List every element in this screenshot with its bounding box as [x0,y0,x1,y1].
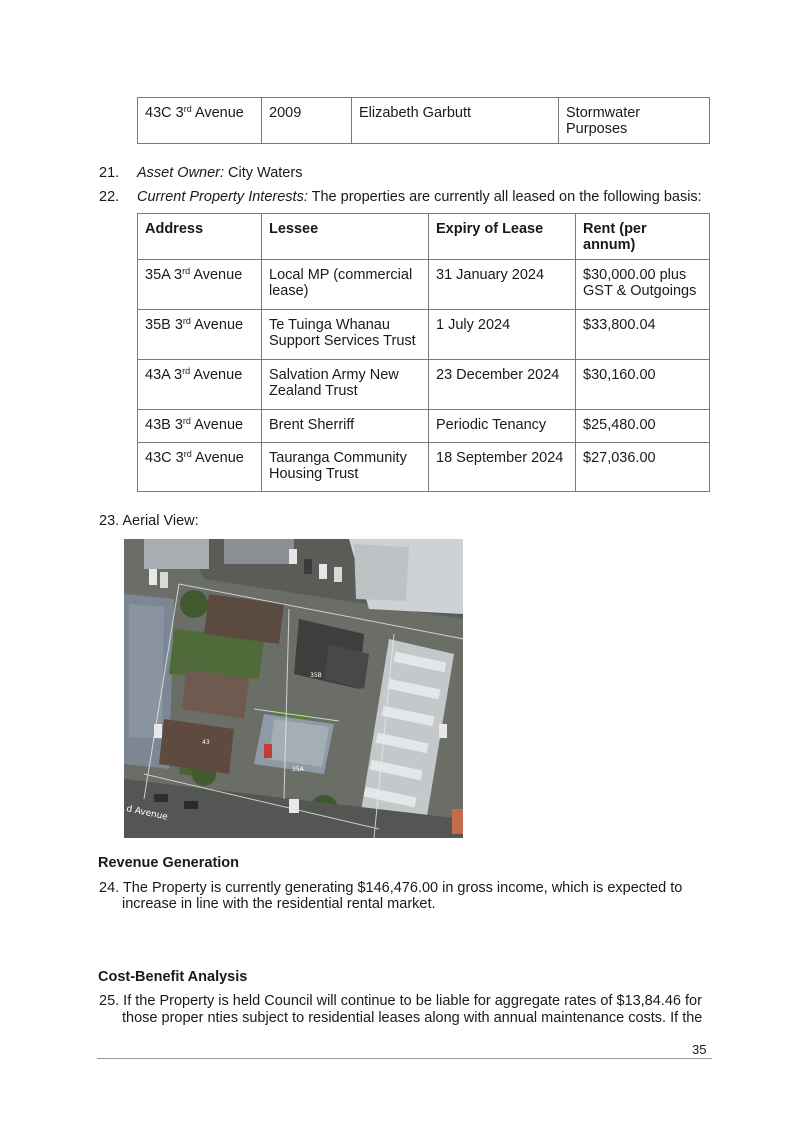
year-cell: 2009 [262,98,352,144]
header-rent: Rent (per annum) [576,214,710,260]
lessee-cell: Salvation Army New Zealand Trust [262,360,429,410]
paragraph-25-line2: those proper nties subject to residential leases along with annual maintenance costs. If the [122,1010,703,1026]
lessee-cell: Te Tuinga Whanau Support Services Trust [262,310,429,360]
top-table [137,97,710,144]
header-address: Address [138,214,262,260]
lessee-cell: Local MP (commercial lease) [262,260,429,310]
item-21-number: 21. [99,165,120,181]
name-cell: Elizabeth Garbutt [352,98,559,144]
rent-cell: $27,036.00 [576,443,710,492]
table-row [138,310,710,360]
rent-cell: $30,000.00 plus GST & Outgoings [576,260,710,310]
item-22-text: Current Property Interests: The properties are currently all leased on the following basis: [137,189,702,205]
item-21-text: Asset Owner: City Waters [137,165,303,181]
address-cell: 43C 3rd Avenue [138,98,262,144]
address-cell: 43A 3rd Avenue [138,360,262,410]
expiry-cell: 23 December 2024 [429,360,576,410]
expiry-cell: 18 September 2024 [429,443,576,492]
table-row [138,360,710,410]
header-expiry: Expiry of Lease [429,214,576,260]
expiry-cell: Periodic Tenancy [429,410,576,443]
table-row [138,410,710,443]
paragraph-25-line1: 25. If the Property is held Council will continue to be liable for aggregate rates of $13,84.46 for [99,993,702,1009]
address-cell: 43B 3rd Avenue [138,410,262,443]
expiry-cell: 31 January 2024 [429,260,576,310]
aerial-label-35a: 35A [292,766,304,773]
aerial-label-35b: 35B [310,672,322,679]
aerial-map-drawing [124,539,463,838]
rent-cell: $33,800.04 [576,310,710,360]
footer-rule [97,1058,712,1059]
lessee-cell: Brent Sherriff [262,410,429,443]
address-cell: 35A 3rd Avenue [138,260,262,310]
address-cell: 43C 3rd Avenue [138,443,262,492]
expiry-cell: 1 July 2024 [429,310,576,360]
rent-cell: $25,480.00 [576,410,710,443]
page-number: 35 [692,1042,707,1057]
cost-heading: Cost-Benefit Analysis [98,969,248,985]
rent-cell: $30,160.00 [576,360,710,410]
table-row [138,260,710,310]
address-cell: 35B 3rd Avenue [138,310,262,360]
paragraph-24-line2: increase in line with the residential rental market. [122,896,436,912]
table-row [138,98,710,144]
lease-table [137,213,710,492]
header-lessee: Lessee [262,214,429,260]
aerial-label-43: 43 [202,739,210,746]
paragraph-24-line1: 24. The Property is currently generating $146,476.00 in gross income, which is expected to [99,880,683,896]
lessee-cell: Tauranga Community Housing Trust [262,443,429,492]
table-header-row [138,214,710,260]
item-23-text: 23. Aerial View: [99,513,199,529]
aerial-label-road: d Avenue [125,804,169,823]
purpose-cell: Stormwater Purposes [559,98,710,144]
table-row [138,443,710,492]
revenue-heading: Revenue Generation [98,855,240,871]
aerial-photo [124,539,463,838]
item-22-number: 22. [99,189,120,205]
